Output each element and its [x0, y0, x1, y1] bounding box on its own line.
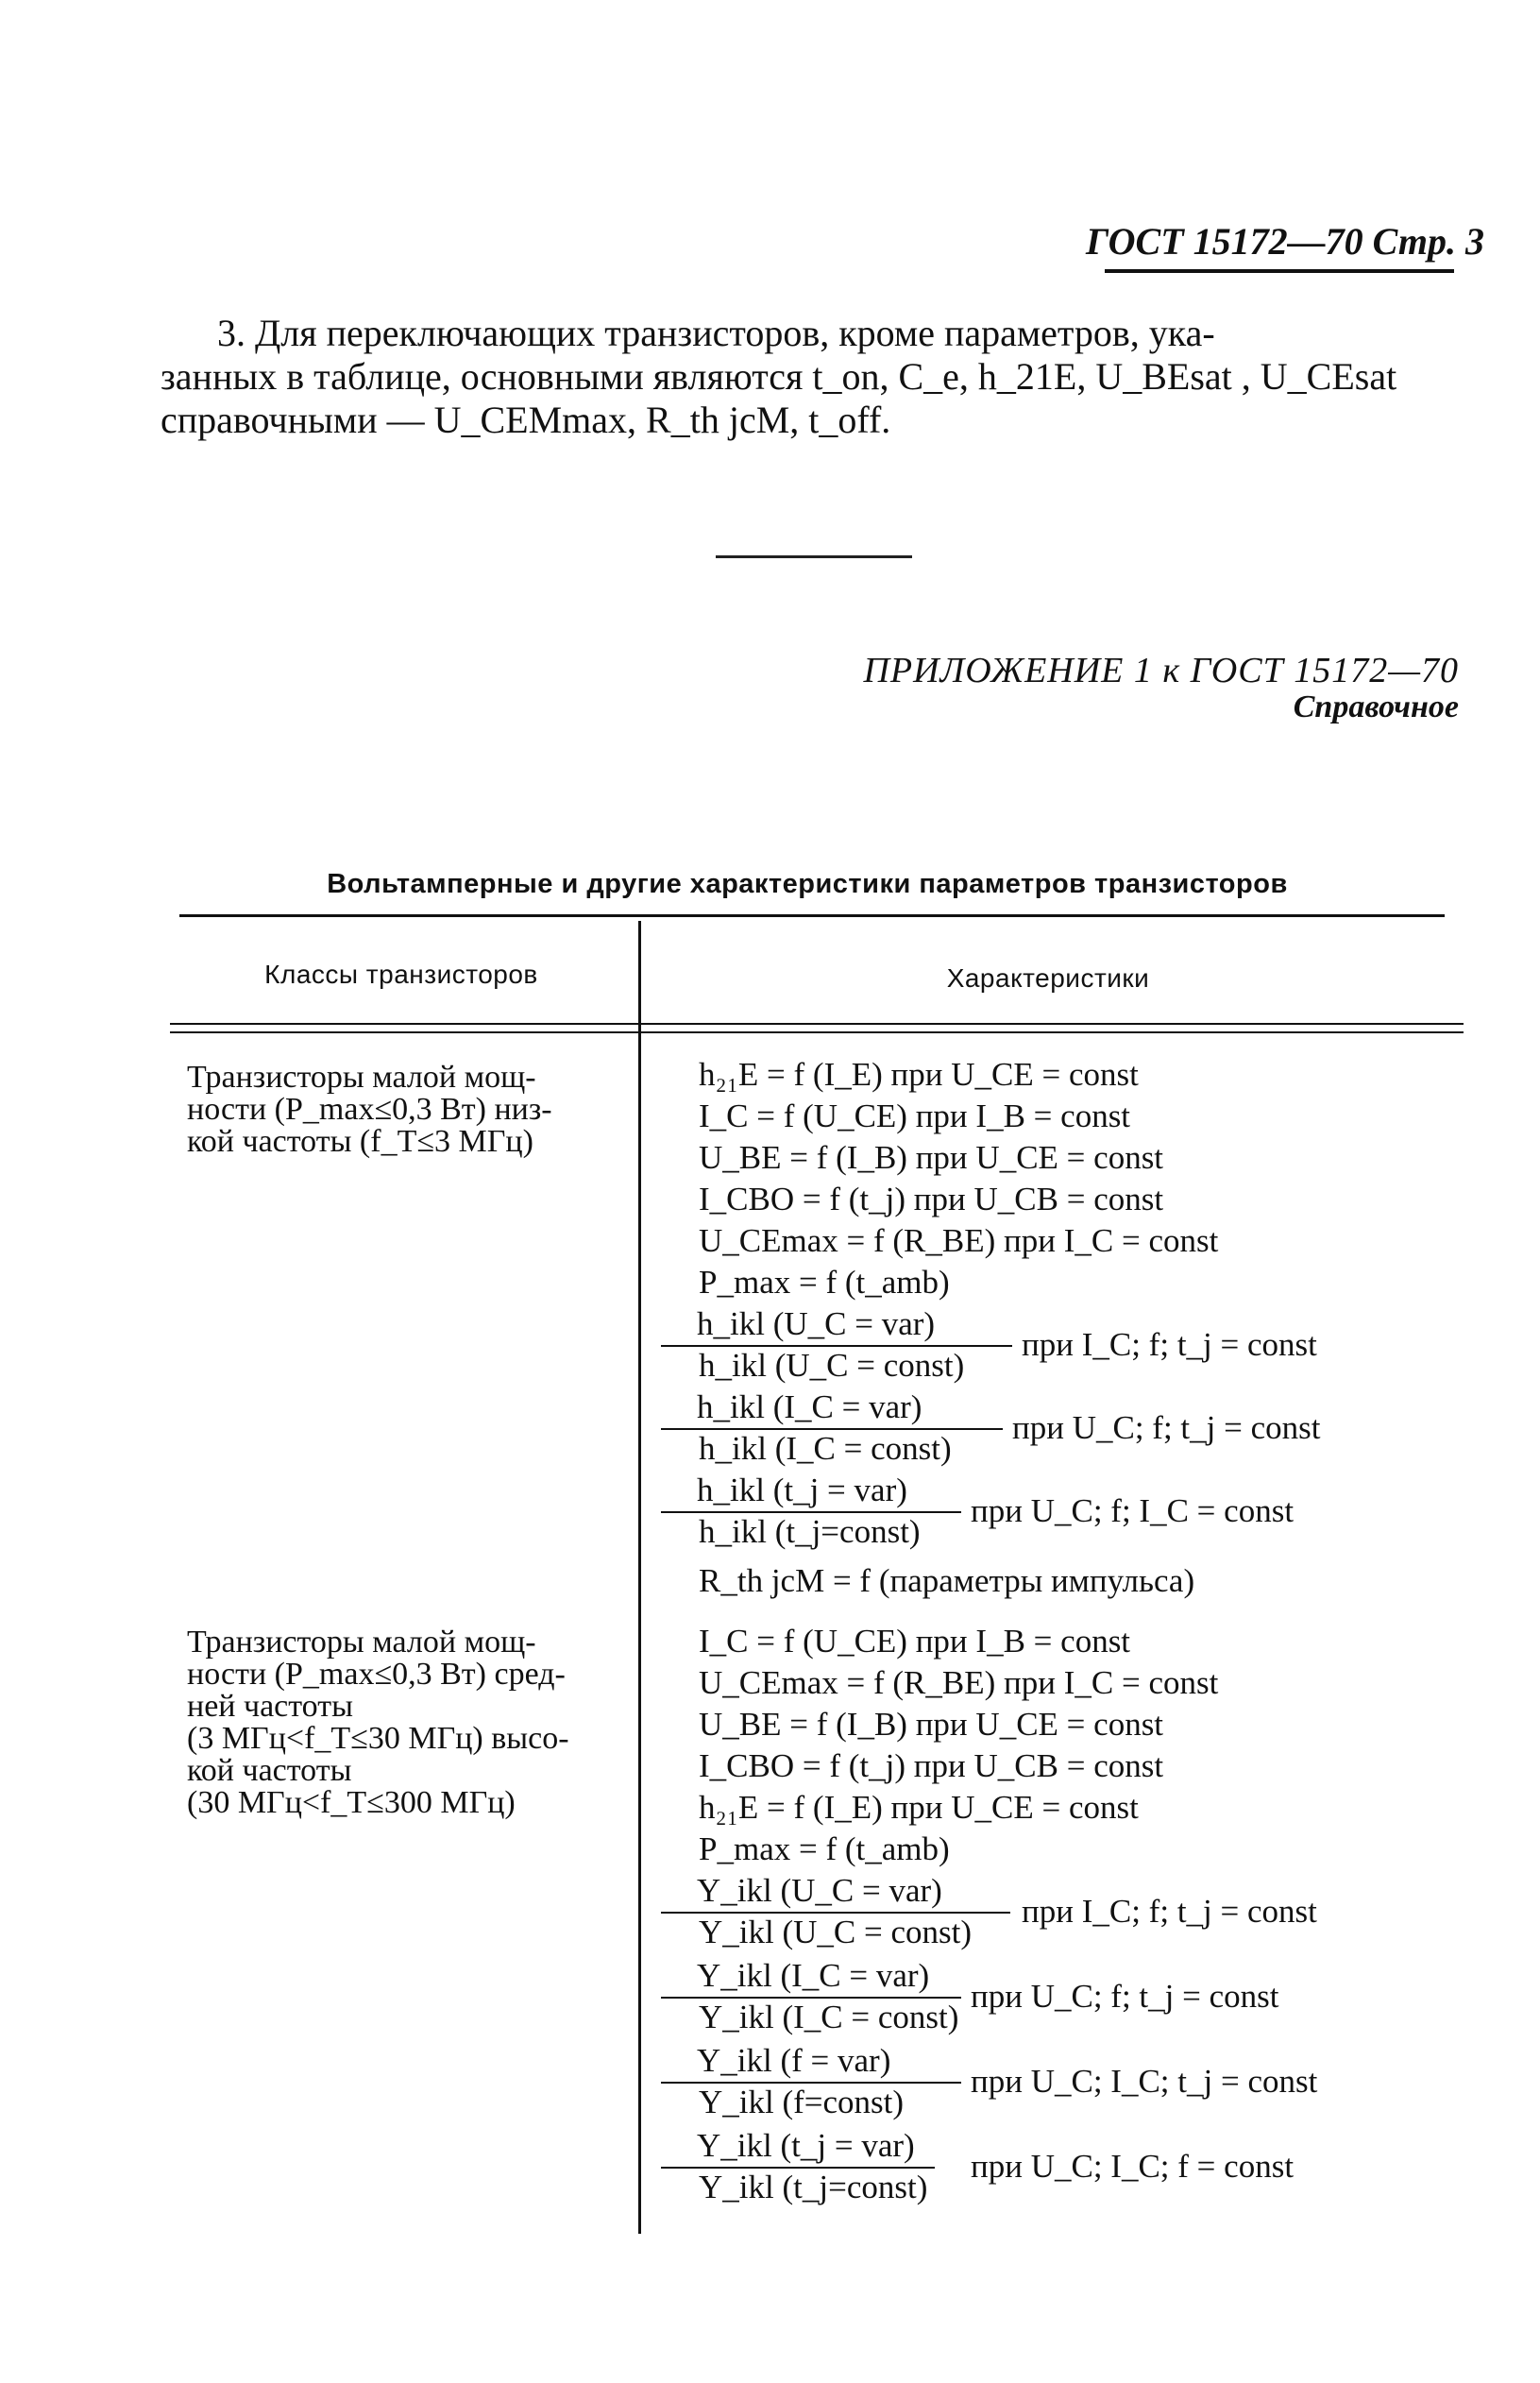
fraction-numerator: Y_ikl (f = var) — [697, 2042, 891, 2079]
fraction-denominator: Y_ikl (U_C = const) — [699, 1914, 973, 1950]
formula: P_max = f (t_amb) — [699, 1830, 950, 1867]
formula: I_C = f (U_CE) при I_B = const — [699, 1623, 1131, 1660]
formula: U_BE = f (I_B) при U_CE = const — [699, 1139, 1164, 1176]
formula: h₂₁E = f (I_E) при U_CE = const — [699, 1056, 1139, 1093]
class-line: (30 МГц<f_T≤300 МГц) — [187, 1785, 516, 1820]
fraction-denominator: Y_ikl (I_C = const) — [699, 1999, 959, 2035]
fraction-numerator: h_ikl (U_C = var) — [697, 1305, 936, 1342]
paragraph-3 — [161, 312, 1459, 442]
formula: I_CBO = f (t_j) при U_CB = const — [699, 1181, 1164, 1217]
column-header-classes: Классы транзисторов — [264, 960, 538, 989]
fraction-formula — [661, 1957, 1464, 2042]
header-double-rule — [170, 1023, 1464, 1025]
page-header: ГОСТ 15172—70 Стр. 3 — [1086, 220, 1484, 263]
fraction-condition: при U_C; f; t_j = const — [971, 1978, 1279, 2015]
class-line: Транзисторы малой мощ- — [187, 1060, 536, 1095]
appendix-title: ПРИЛОЖЕНИЕ 1 к ГОСТ 15172—70 — [863, 651, 1459, 690]
fraction-denominator: h_ikl (t_j=const) — [699, 1513, 921, 1550]
fraction-condition: при U_C; I_C; f = const — [971, 2148, 1295, 2185]
fraction-denominator: Y_ikl (f=const) — [699, 2084, 905, 2120]
paragraph-line: занных в таблице, основными являются t_on, C_e, h_21E, U_BEsat , U_CEsat — [161, 355, 1397, 398]
fraction-formula — [661, 1305, 1464, 1390]
fraction-formula — [661, 1472, 1464, 1557]
fraction-numerator: h_ikl (I_C = var) — [697, 1388, 922, 1425]
fraction-condition: при U_C; f; t_j = const — [1012, 1409, 1321, 1446]
formula: U_CEmax = f (R_BE) при I_C = const — [699, 1664, 1219, 1701]
fraction-formula — [661, 1388, 1464, 1473]
header-double-rule — [170, 1031, 1464, 1033]
class-line: кой частоты (f_T≤3 МГц) — [187, 1124, 533, 1159]
appendix-subtitle: Справочное — [1293, 689, 1459, 724]
table-caption: Вольтамперные и другие характеристики параметров транзисторов — [327, 869, 1288, 899]
formula: P_max = f (t_amb) — [699, 1264, 950, 1301]
fraction-condition: при U_C; f; I_C = const — [971, 1492, 1295, 1529]
formula: U_CEmax = f (R_BE) при I_C = const — [699, 1222, 1219, 1259]
class-low-frequency — [187, 1062, 607, 1158]
formula: R_th jcM = f (параметры импульса) — [699, 1562, 1195, 1599]
class-medium-high-frequency — [187, 1626, 607, 1819]
fraction-numerator: Y_ikl (t_j = var) — [697, 2127, 915, 2164]
fraction-condition: при I_C; f; t_j = const — [1022, 1893, 1317, 1930]
fraction-numerator: h_ikl (t_j = var) — [697, 1472, 907, 1508]
fraction-formula — [661, 2042, 1464, 2127]
formula: U_BE = f (I_B) при U_CE = const — [699, 1706, 1164, 1743]
fraction-formula — [661, 2127, 1464, 2212]
table-top-rule — [179, 914, 1445, 917]
class-line: Транзисторы малой мощ- — [187, 1625, 536, 1660]
fraction-condition: при U_C; I_C; t_j = const — [971, 2063, 1318, 2100]
table-column-divider — [638, 921, 641, 2234]
fraction-denominator: Y_ikl (t_j=const) — [699, 2169, 928, 2205]
fraction-numerator: Y_ikl (I_C = var) — [697, 1957, 930, 1994]
formula: I_C = f (U_CE) при I_B = const — [699, 1098, 1131, 1134]
fraction-formula — [661, 1872, 1464, 1957]
fraction-condition: при I_C; f; t_j = const — [1022, 1326, 1317, 1363]
class-line: ности (P_max≤0,3 Вт) сред- — [187, 1657, 566, 1692]
class-line: ности (P_max≤0,3 Вт) низ- — [187, 1092, 552, 1127]
class-line: (3 МГц<f_T≤30 МГц) высо- — [187, 1721, 569, 1756]
header-rule — [1105, 269, 1454, 273]
fraction-denominator: h_ikl (I_C = const) — [699, 1430, 952, 1467]
column-header-characteristics: Характеристики — [946, 963, 1150, 993]
fraction-numerator: Y_ikl (U_C = var) — [697, 1872, 942, 1909]
class-line: кой частоты — [187, 1753, 352, 1788]
class-line: ней частоты — [187, 1689, 353, 1724]
paragraph-line: 3. Для переключающих транзисторов, кроме параметров, ука- — [217, 312, 1215, 354]
formula: I_CBO = f (t_j) при U_CB = const — [699, 1747, 1164, 1784]
formula: h₂₁E = f (I_E) при U_CE = const — [699, 1789, 1139, 1826]
paragraph-line: справочными — U_CEMmax, R_th jcM, t_off. — [161, 399, 891, 441]
section-separator — [716, 555, 912, 558]
fraction-denominator: h_ikl (U_C = const) — [699, 1347, 965, 1384]
